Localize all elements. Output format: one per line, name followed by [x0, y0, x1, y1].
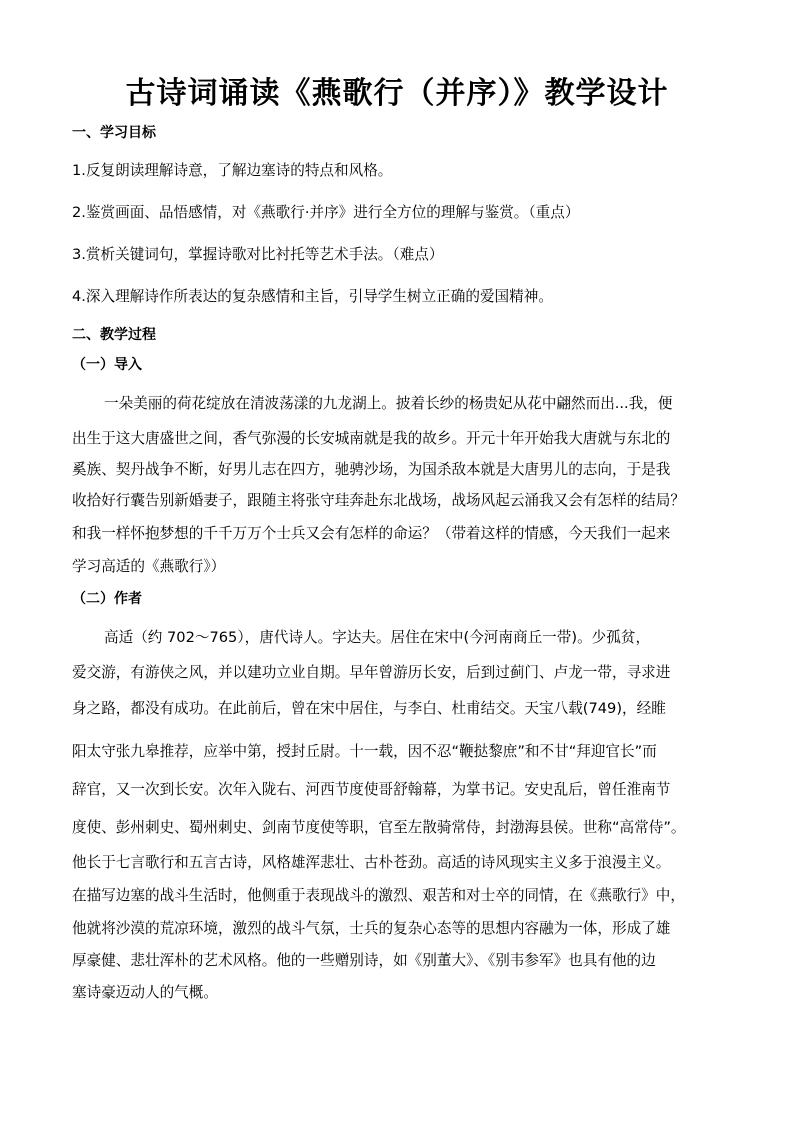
author-paragraph-line: 厚豪健、悲壮浑朴的艺术风格。他的一些赠别诗，如《别董大》、《别韦参军》也具有他的边 [72, 952, 656, 969]
goal-item-2: 2.鉴赏画面、品悟感情，对《燕歌行·并序》进行全方位的理解与鉴赏。（重点） [72, 204, 580, 221]
author-paragraph-line: 辞官，又一次到长安。次年入陇右、河西节度使哥舒翰幕，为掌书记。安史乱后，曾任淮南节 [72, 781, 671, 798]
intro-paragraph-line: 出生于这大唐盛世之间，香气弥漫的长安城南就是我的故乡。开元十年开始我大唐就与东北的 [72, 430, 671, 447]
intro-paragraph-line: 和我一样怀抱梦想的千千万万个士兵又会有怎样的命运？（带着这样的情感，今天我们一起来 [72, 525, 671, 542]
goal-item-3: 3.赏析关键词句，掌握诗歌对比衬托等艺术手法。（难点） [72, 246, 444, 263]
section-heading-process: 二、教学过程 [72, 327, 156, 343]
author-paragraph-line: 度使、彭州刺史、蜀州刺史、剑南节度使等职，官至左散骑常侍，封渤海县侯。世称“高常侍”。 [72, 819, 686, 836]
section-heading-goals: 一、学习目标 [72, 125, 156, 141]
intro-paragraph-line: 一朵美丽的荷花绽放在清波荡漾的九龙湖上。披着长纱的杨贵妃从花中翩然而出...我，便 [104, 395, 673, 412]
intro-paragraph-line: 学习高适的《燕歌行》） [72, 558, 226, 575]
goal-item-1: 1.反复朗读理解诗意，了解边塞诗的特点和风格。 [72, 162, 393, 179]
document-title: 古诗词诵读《燕歌行（并序）》教学设计 [125, 76, 669, 111]
intro-paragraph-line: 奚族、契丹战争不断，好男儿志在四方，驰骋沙场，为国杀敌本就是大唐男儿的志向，于是我 [72, 461, 671, 478]
author-paragraph-line: 在描写边塞的战斗生活时，他侧重于表现战斗的激烈、艰苦和对士卒的同情，在《燕歌行》中， [72, 887, 685, 904]
goal-item-4: 4.深入理解诗作所表达的复杂感情和主旨，引导学生树立正确的爱国精神。 [72, 288, 553, 305]
subsection-heading-intro: （一）导入 [72, 357, 142, 373]
author-paragraph-line: 身之路，都没有成功。在此前后，曾在宋中居住，与李白、杜甫结交。天宝八载(749)，经睢 [72, 700, 666, 717]
author-paragraph-line: 他长于七言歌行和五言古诗，风格雄浑悲壮、古朴苍劲。高适的诗风现实主义多于浪漫主义。 [72, 854, 671, 871]
intro-paragraph-line: 收拾好行囊告别新婚妻子，跟随主将张守珪奔赴东北战场，战场风起云涌我又会有怎样的结局？ [72, 492, 685, 509]
author-paragraph-line: 爱交游，有游侠之风，并以建功立业自期。早年曾游历长安，后到过蓟门、卢龙一带，寻求进 [72, 664, 671, 681]
author-paragraph-line: 塞诗豪迈动人的气概。 [72, 984, 218, 1001]
author-paragraph-line: 他就将沙漠的荒凉环境，激烈的战斗气氛，士兵的复杂心态等的思想内容融为一体，形成了雄 [72, 920, 671, 937]
author-paragraph-line: 高适（约 702～765），唐代诗人。字达夫。居住在宋中(今河南商丘一带)。少孤贫， [104, 629, 651, 646]
subsection-heading-author: （二）作者 [72, 591, 142, 607]
author-paragraph-line: 阳太守张九皋推荐，应举中第，授封丘尉。十一载，因不忍“鞭挞黎庶”和不甘“拜迎官长”而 [72, 743, 657, 760]
